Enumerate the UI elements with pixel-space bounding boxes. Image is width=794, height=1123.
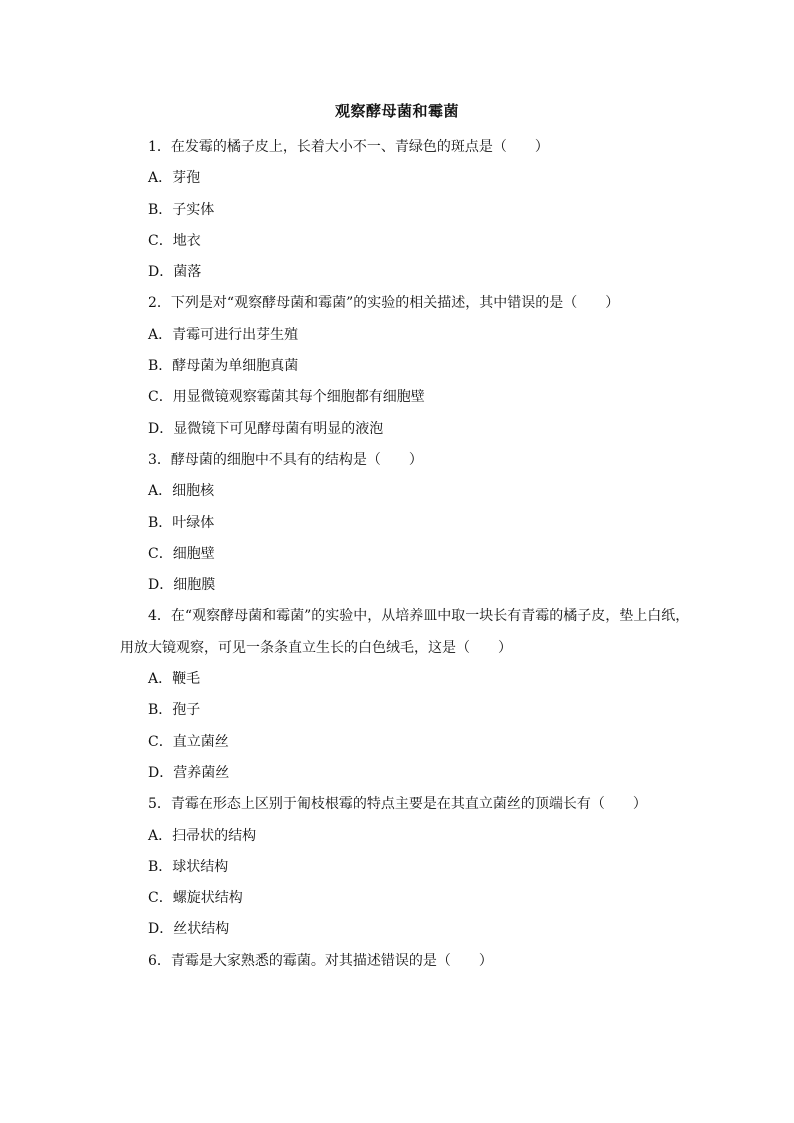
option-c: C．地衣 — [148, 232, 201, 249]
option-d: D．显微镜下可见酵母菌有明显的液泡 — [148, 420, 384, 437]
option-a: A．鞭毛 — [148, 671, 201, 688]
question-stem: 6．青霉是大家熟悉的霉菌。对其描述错误的是（ ） — [148, 952, 493, 969]
option-d: D．菌落 — [148, 264, 202, 281]
question-stem: 3．酵母菌的细胞中不具有的结构是（ ） — [148, 451, 423, 468]
question-6 — [120, 946, 680, 977]
option-c: C．螺旋状结构 — [148, 890, 243, 907]
question-stem: 5．青霉在形态上区别于匍枝根霉的特点主要是在其直立菌丝的顶端长有（ ） — [148, 796, 647, 813]
question-5 — [120, 789, 680, 945]
option-b: B．酵母菌为单细胞真菌 — [148, 358, 299, 375]
option-b: B．子实体 — [148, 201, 215, 218]
option-b: B．叶绿体 — [148, 514, 215, 531]
option-a: A．芽孢 — [148, 170, 201, 187]
option-b: B．球状结构 — [148, 858, 229, 875]
option-d: D．细胞膜 — [148, 577, 216, 594]
question-1 — [120, 132, 680, 288]
question-3 — [120, 445, 680, 601]
option-c: C．用显微镜观察霉菌其每个细胞都有细胞壁 — [148, 389, 425, 406]
question-list — [120, 132, 690, 977]
option-c: C．细胞壁 — [148, 545, 215, 562]
option-b: B．孢子 — [148, 702, 201, 719]
option-a: A．青霉可进行出芽生殖 — [148, 326, 299, 343]
question-stem: 4．在“观察酵母菌和霉菌”的实验中，从培养皿中取一块长有青霉的橘子皮，垫上白纸， — [148, 608, 690, 625]
option-a: A．扫帚状的结构 — [148, 827, 257, 844]
question-2 — [120, 288, 680, 444]
option-d: D．营养菌丝 — [148, 764, 230, 781]
option-c: C．直立菌丝 — [148, 733, 229, 750]
question-stem-continuation: 用放大镜观察，可见一条条直立生长的白色绒毛，这是（ ） — [120, 639, 512, 656]
question-4 — [120, 601, 690, 789]
option-d: D．丝状结构 — [148, 921, 230, 938]
option-a: A．细胞核 — [148, 483, 215, 500]
document-title: 观察酵母菌和霉菌 — [334, 102, 459, 120]
question-stem: 1．在发霉的橘子皮上，长着大小不一、青绿色的斑点是（ ） — [148, 139, 549, 155]
question-stem: 2．下列是对“观察酵母菌和霉菌”的实验的相关描述，其中错误的是（ ） — [148, 295, 620, 312]
